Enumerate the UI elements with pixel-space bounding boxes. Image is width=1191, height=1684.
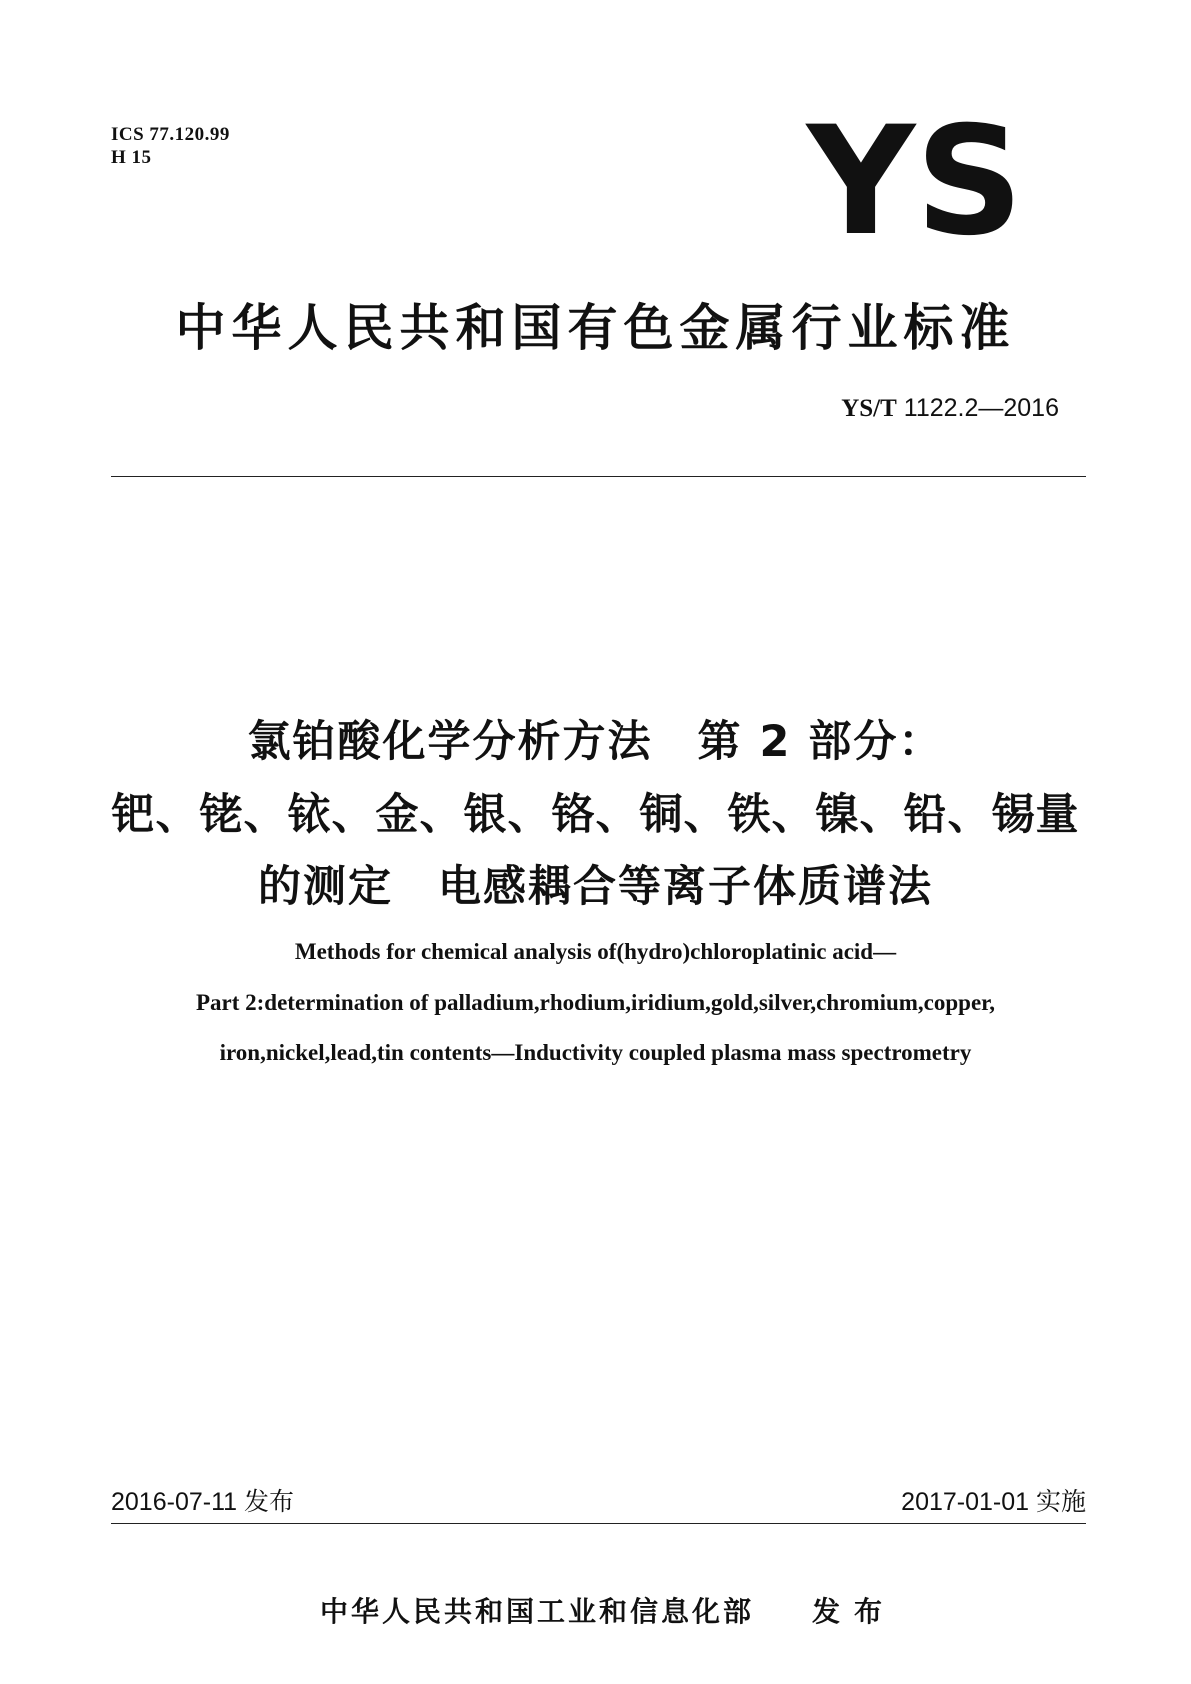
title-cn-line-2: 钯、铑、铱、金、银、铬、铜、铁、镍、铅、锡量	[111, 790, 1080, 840]
title-cn-line-3: 的测定 电感耦合等离子体质谱法	[258, 862, 933, 912]
title-en-line-2: Part 2:determination of palladium,rhodium,iridium,gold,silver,chromium,copper,	[195, 990, 996, 1015]
industry-standard-title: 中华人民共和国有色金属行业标准	[175, 299, 1016, 357]
standard-number	[841, 394, 1059, 423]
ys-logo-text: YS	[806, 105, 1024, 245]
ics-code: ICS 77.120.99	[111, 124, 230, 145]
standard-number-prefix: YS/T	[841, 395, 897, 422]
title-en-line-3: iron,nickel,lead,tin contents—Inductivity coupled plasma mass spectrometry	[219, 1040, 972, 1065]
issue-date: 2016-07-11 发布	[111, 1488, 294, 1516]
ys-logo	[800, 105, 1030, 245]
publish-label: 发布	[812, 1595, 897, 1628]
title-cn-line-1: 氯铂酸化学分析方法 第 2 部分：	[247, 717, 944, 767]
footer-divider	[111, 1523, 1086, 1524]
standard-number-value: 1122.2—2016	[903, 394, 1059, 422]
title-en-line-1: Methods for chemical analysis of(hydro)chloroplatinic acid—	[294, 939, 897, 964]
implementation-date: 2017-01-01 实施	[901, 1488, 1086, 1516]
publisher-name: 中华人民共和国工业和信息化部	[320, 1595, 755, 1628]
classification-code: H 15	[111, 147, 152, 168]
header-divider	[111, 476, 1086, 477]
